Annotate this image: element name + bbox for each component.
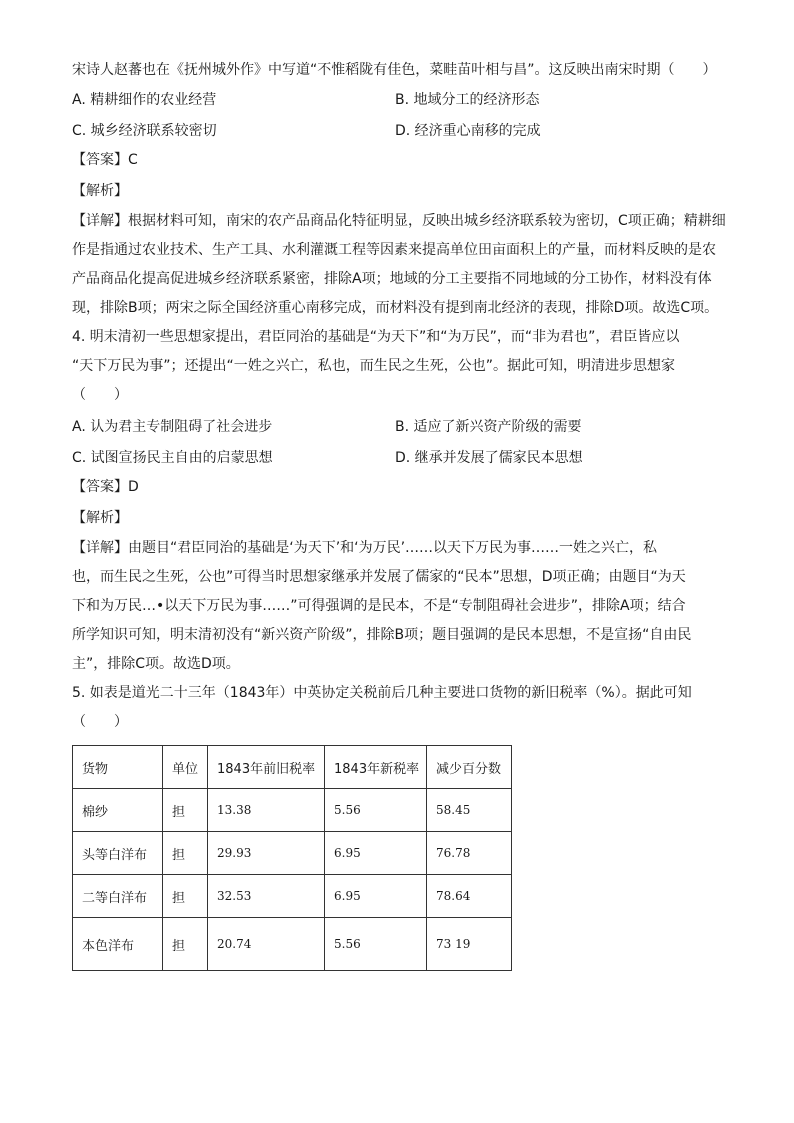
table-cell: 32.53 <box>208 875 325 918</box>
table-cell: 5.56 <box>325 918 427 971</box>
q4-detail <box>72 534 732 679</box>
table-cell: 78.64 <box>427 875 512 918</box>
q4-option-b[interactable]: B. 适应了新兴资产阶级的需要 <box>395 418 582 435</box>
table-cell: 本色洋布 <box>73 918 163 971</box>
table-cell: 5.56 <box>325 789 427 832</box>
table-cell: 头等白洋布 <box>73 832 163 875</box>
table-cell: 棉纱 <box>73 789 163 832</box>
q3-detail-line: 现，排除B项；两宋之际全国经济重心南移完成，而材料没有提到南北经济的表现，排除D项。故选C项。 <box>72 300 719 316</box>
q4-detail-line: 也，而生民之生死，公也”可得当时思想家继承并发展了儒家的“民本”思想，D项正确；由题目“为天 <box>72 569 686 585</box>
table-header-cell: 1843年新税率 <box>325 746 427 789</box>
q4-stem-line: （ ） <box>72 387 128 403</box>
q5-stem-line: 5. 如表是道光二十三年（1843年）中英协定关税前后几种主要进口货物的新旧税率（%）。据此可知 <box>72 685 692 701</box>
exam-page <box>72 60 732 971</box>
q5-stem <box>72 679 732 737</box>
table-row <box>73 918 512 971</box>
q5-stem-line: （ ） <box>72 714 128 730</box>
table-cell: 担 <box>163 789 208 832</box>
table-cell: 6.95 <box>325 832 427 875</box>
table-cell: 76.78 <box>427 832 512 875</box>
q4-detail-line: 【详解】由题目“君臣同治的基础是‘为天下’和‘为万民’……以天下万民为事……一姓之兴亡，私 <box>72 540 658 556</box>
q4-option-c[interactable]: C. 试图宣扬民主自由的启蒙思想 <box>72 449 273 466</box>
table-cell: 6.95 <box>325 875 427 918</box>
q3-option-c[interactable]: C. 城乡经济联系较密切 <box>72 122 217 139</box>
table-header-cell: 货物 <box>73 746 163 789</box>
table-header-cell: 减少百分数 <box>427 746 512 789</box>
table-cell: 58.45 <box>427 789 512 832</box>
table-cell: 二等白洋布 <box>73 875 163 918</box>
table-cell: 担 <box>163 832 208 875</box>
q4-options-row-2 <box>72 441 732 472</box>
table-cell: 担 <box>163 875 208 918</box>
q4-analysis-label: 【解析】 <box>72 510 128 526</box>
table-row <box>73 832 512 875</box>
q4-answer: 【答案】D <box>72 479 139 495</box>
table-cell: 29.93 <box>208 832 325 875</box>
q4-detail-line: 主”，排除C项。故选D项。 <box>72 656 240 672</box>
q3-options-row-2 <box>72 114 732 145</box>
q4-stem-line: “天下万民为事”；还提出“一姓之兴亡，私也，而生民之生死，公也”。据此可知，明清进步思想家 <box>72 358 676 374</box>
tariff-table <box>72 745 512 971</box>
q3-option-d[interactable]: D. 经济重心南移的完成 <box>395 122 541 139</box>
table-cell: 13.38 <box>208 789 325 832</box>
q3-options-row-1 <box>72 83 732 114</box>
q3-stem: 宋诗人赵蕃也在《抚州城外作》中写道“不惟稻陇有佳色，菜畦苗叶相与昌”。这反映出南宋时期（ ） <box>72 62 717 78</box>
table-header-cell: 单位 <box>163 746 208 789</box>
table-cell: 担 <box>163 918 208 971</box>
q4-stem-line: 4. 明末清初一些思想家提出，君臣同治的基础是“为天下”和“为万民”，而“非为君也”，君臣皆应以 <box>72 329 680 345</box>
q3-answer: 【答案】C <box>72 152 138 168</box>
q3-detail <box>72 207 732 323</box>
table-row <box>73 875 512 918</box>
q3-detail-line: 作是指通过农业技术、生产工具、水利灌溉工程等因素来提高单位田亩面积上的产量，而材料反映的是农 <box>72 242 716 258</box>
q3-option-a[interactable]: A. 精耕细作的农业经营 <box>72 91 217 108</box>
table-row <box>73 789 512 832</box>
q3-detail-line: 【详解】根据材料可知，南宋的农产品商品化特征明显，反映出城乡经济联系较为密切，C项正确；精耕细 <box>72 213 726 229</box>
table-header-row <box>73 746 512 789</box>
table-header-cell: 1843年前旧税率 <box>208 746 325 789</box>
q4-detail-line: 下和为万民…•以天下万民为事……”可得强调的是民本，不是“专制阻碍社会进步”，排除A项；结合 <box>72 598 686 614</box>
q3-detail-line: 产品商品化提高促进城乡经济联系紧密，排除A项；地域的分工主要指不同地域的分工协作，材料没有体 <box>72 271 712 287</box>
q4-option-a[interactable]: A. 认为君主专制阻碍了社会进步 <box>72 418 273 435</box>
q4-stem <box>72 323 732 410</box>
q4-options-row-1 <box>72 410 732 441</box>
q3-analysis-label: 【解析】 <box>72 183 128 199</box>
q4-option-d[interactable]: D. 继承并发展了儒家民本思想 <box>395 449 583 466</box>
table-cell: 20.74 <box>208 918 325 971</box>
table-cell: 73 19 <box>427 918 512 971</box>
q4-detail-line: 所学知识可知，明末清初没有“新兴资产阶级”，排除B项；题目强调的是民本思想，不是宣扬“自由民 <box>72 627 692 643</box>
q3-option-b[interactable]: B. 地域分工的经济形态 <box>395 91 540 108</box>
